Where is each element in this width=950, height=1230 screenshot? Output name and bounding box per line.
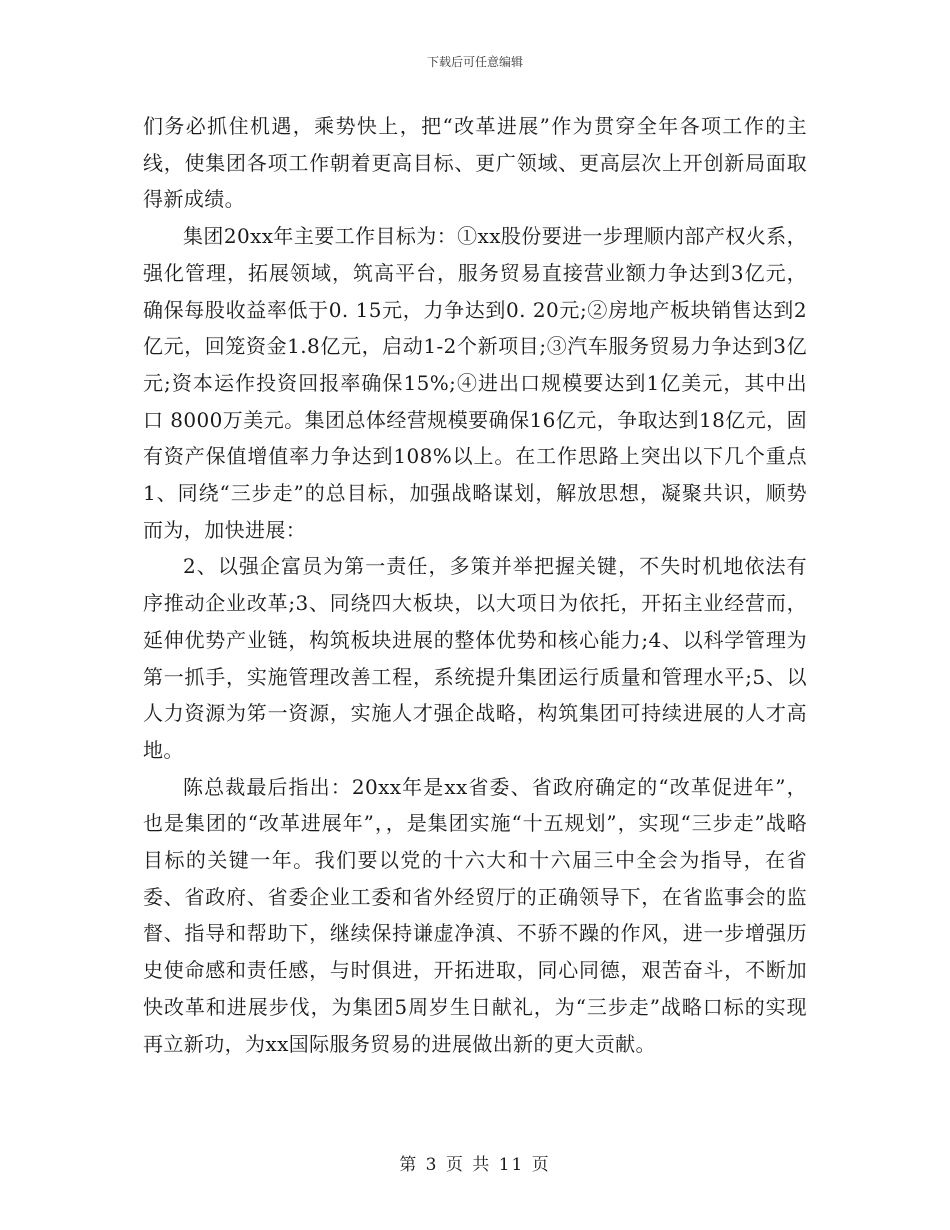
- paragraph-key-points: 2、以强企富员为第一责任，多策并举把握关键，不失时机地依法有序推动企业改革;3、同绕四大板块，以大项日为依托，开拓主业经营而，延伸优势产业链，构筑板块进展的整体优势和核心能力;4、以科学管理为第一抓手，实施管理改善工程，系统提升集团运行质量和管理水平;5、以人力资源为笫一资源，实施人才强企战略，构筑集团可持续进展的人才高地。: [143, 554, 807, 762]
- page-header: 下载后可任意编辑: [426, 55, 523, 69]
- paragraph-continuation: 们务必抓住机遇，乘势快上，把“改革进展”作为贯穿全年各项工作的主线，使集团各项工作朝着更高目标、更广领域、更高层次上开创新局面取得新成绩。: [143, 114, 807, 212]
- document-body: [143, 108, 807, 1062]
- paragraph-president-remarks: 陈总裁最后指出：20xx年是xx省委、省政府确定的“改革促进年”，也是集团的“改革进展年”，，是集团实施“十五规划”，实现“三步走”战略目标的关键一年。我们要以党的十六大和十六届三中全会为指导，在省委、省政府、省委企业工委和省外经贸厅的正确领导下，在省监事会的监督、指导和帮助下，继续保持谦虚净滇、不骄不躁的作风，进一步增强历史使命感和责任感，与时俱进，开拓进取，同心同德，艰苦奋斗，不断加快改革和进展步伐，为集团5周岁生日献礼，为“三步走”战略口标的实现再立新功，为xx国际服务贸易的进展做出新的更大贡献。: [143, 774, 807, 1056]
- page-footer: 第 3 页 共 11 页: [399, 1155, 551, 1175]
- paragraph-work-goals: 集团20xx年主要工作目标为：①xx股份要进一步理顺内部产权火系，强化管理，拓展领域，筑高平台，服务贸易直接营业额力争达到3亿元，确保每股收益率低于0. 15元，力争达到0. 20元;②房地产板块销售达到2亿元，回笼资金1.8亿元，启动1-2个新项目;③汽车服务贸易力争达到3亿元;资本运作投资回报率确保15%;④进出口规模要达到1亿美元，其中出口 8000万美元。集团总体经营规模要确保16亿元，争取达到18亿元，固有资产保值增值率力争达到108%以上。在工作思路上突出以下几个重点1、同绕“三步走”的总目标，加强战略谋划，解放思想，凝聚共识，顺势而为，加快进展：: [143, 224, 807, 542]
